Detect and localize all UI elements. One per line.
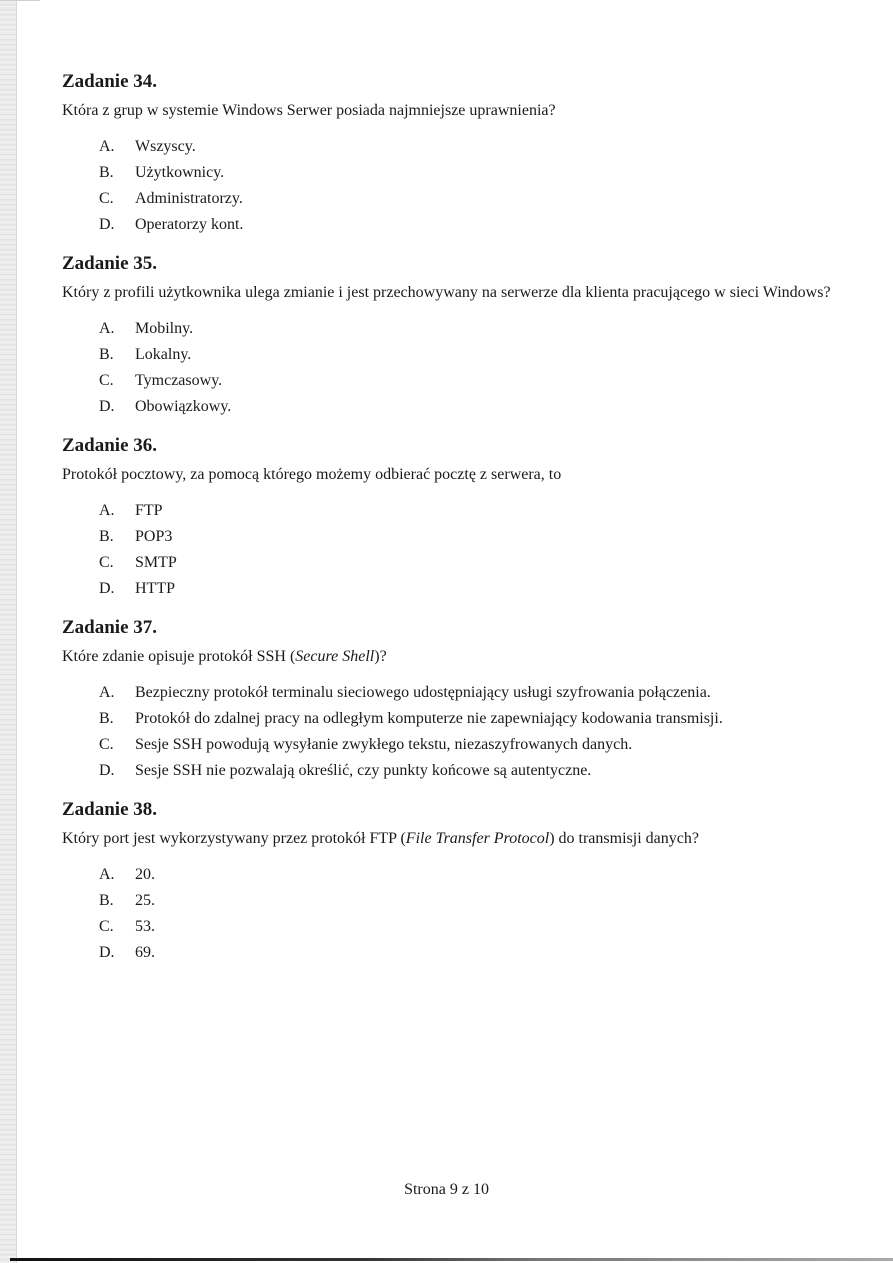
answer-option — [99, 862, 842, 888]
answer-letter: A. — [99, 138, 115, 155]
page-content — [62, 70, 842, 980]
task-37 — [62, 616, 842, 784]
answer-letter: B. — [99, 528, 114, 545]
answer-text: 25. — [135, 892, 155, 909]
answer-list — [62, 134, 842, 238]
answer-option — [99, 550, 842, 576]
answer-option — [99, 316, 842, 342]
answer-letter: B. — [99, 892, 114, 909]
answer-text: Sesje SSH nie pozwalają określić, czy punkty końcowe są autentyczne. — [135, 762, 592, 779]
answer-option — [99, 212, 842, 238]
answer-letter: B. — [99, 710, 114, 727]
answer-option — [99, 758, 842, 784]
answer-option — [99, 680, 842, 706]
answer-text: Obowiązkowy. — [135, 398, 232, 415]
answer-option — [99, 342, 842, 368]
answer-letter: B. — [99, 164, 114, 181]
answer-text: 20. — [135, 866, 155, 883]
answer-list — [62, 680, 842, 784]
question-text: ) do transmisji danych? — [549, 830, 699, 847]
question-text: Który port jest wykorzystywany przez protokół FTP ( — [62, 830, 406, 847]
scan-corner — [0, 0, 40, 15]
question-text: )? — [374, 648, 387, 665]
answer-text: Operatorzy kont. — [135, 216, 244, 233]
answer-letter: C. — [99, 190, 114, 207]
answer-list — [62, 498, 842, 602]
answer-letter: D. — [99, 216, 115, 233]
answer-option — [99, 706, 842, 732]
task-36 — [62, 434, 842, 602]
task-question: Która z grup w systemie Windows Serwer posiada najmniejsze uprawnienia? — [62, 102, 556, 119]
answer-letter: D. — [99, 762, 115, 779]
answer-option — [99, 394, 842, 420]
answer-text: SMTP — [135, 554, 177, 571]
task-question — [62, 826, 842, 852]
answer-letter: D. — [99, 580, 115, 597]
answer-text: FTP — [135, 502, 163, 519]
answer-text: HTTP — [135, 580, 175, 597]
answer-list — [62, 316, 842, 420]
answer-letter: A. — [99, 684, 115, 701]
answer-option — [99, 160, 842, 186]
answer-letter: C. — [99, 372, 114, 389]
answer-letter: A. — [99, 502, 115, 519]
answer-option — [99, 368, 842, 394]
task-question: Protokół pocztowy, za pomocą którego możemy odbierać pocztę z serwera, to — [62, 466, 562, 483]
task-question: Który z profili użytkownika ulega zmianie i jest przechowywany na serwerze dla klienta pracującego w sieci Windows? — [62, 284, 831, 301]
question-emphasis: File Transfer Protocol — [405, 830, 550, 847]
scan-bottom-edge — [10, 1258, 893, 1261]
answer-option — [99, 888, 842, 914]
answer-option — [99, 498, 842, 524]
answer-letter: C. — [99, 736, 114, 753]
answer-letter: D. — [99, 398, 115, 415]
task-title: Zadanie 36. — [62, 435, 158, 456]
answer-text: Protokół do zdalnej pracy na odległym komputerze nie zapewniający kodowania transmisji. — [135, 710, 723, 727]
answer-text: Wszyscy. — [135, 138, 196, 155]
answer-option — [99, 576, 842, 602]
answer-option — [99, 732, 842, 758]
page-number: Strona 9 z 10 — [404, 1181, 489, 1198]
task-35 — [62, 252, 842, 420]
answer-letter: A. — [99, 866, 115, 883]
task-title: Zadanie 35. — [62, 253, 158, 274]
page-footer — [0, 1181, 893, 1199]
answer-text: 69. — [135, 944, 155, 961]
answer-text: Lokalny. — [135, 346, 192, 363]
task-34 — [62, 70, 842, 238]
answer-letter: A. — [99, 320, 115, 337]
answer-option — [99, 134, 842, 160]
answer-letter: B. — [99, 346, 114, 363]
answer-text: Użytkownicy. — [135, 164, 225, 181]
answer-text: POP3 — [135, 528, 173, 545]
task-question — [62, 644, 842, 670]
answer-list — [62, 862, 842, 966]
answer-letter: D. — [99, 944, 115, 961]
task-title: Zadanie 38. — [62, 799, 158, 820]
answer-letter: C. — [99, 554, 114, 571]
answer-text: Bezpieczny protokół terminalu sieciowego udostępniający usługi szyfrowania połączenia. — [135, 684, 711, 701]
answer-text: Tymczasowy. — [135, 372, 223, 389]
answer-option — [99, 914, 842, 940]
question-text: Które zdanie opisuje protokół SSH ( — [62, 648, 296, 665]
answer-text: Mobilny. — [135, 320, 194, 337]
answer-text: 53. — [135, 918, 155, 935]
answer-option — [99, 940, 842, 966]
question-emphasis: Secure Shell — [295, 648, 375, 665]
answer-option — [99, 524, 842, 550]
task-38 — [62, 798, 842, 966]
answer-letter: C. — [99, 918, 114, 935]
scan-edge — [0, 0, 17, 1263]
answer-text: Administratorzy. — [135, 190, 243, 207]
task-title: Zadanie 34. — [62, 71, 158, 92]
answer-option — [99, 186, 842, 212]
answer-text: Sesje SSH powodują wysyłanie zwykłego tekstu, niezaszyfrowanych danych. — [135, 736, 633, 753]
task-title: Zadanie 37. — [62, 617, 158, 638]
